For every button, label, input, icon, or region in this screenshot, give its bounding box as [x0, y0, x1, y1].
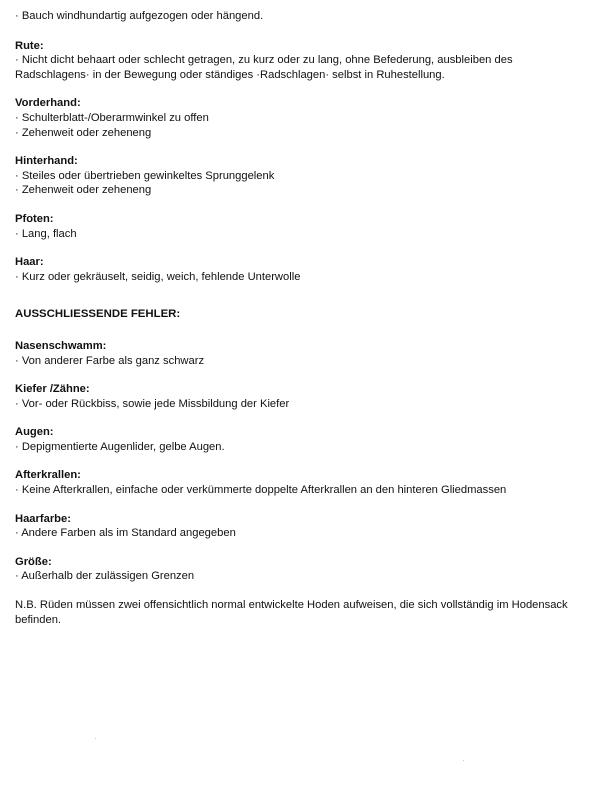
note-paragraph: N.B. Rüden müssen zwei offensichtlich normal entwickelte Hoden aufweisen, die sich vollständig im Hodensack befinden.	[15, 599, 568, 626]
document-page	[15, 9, 585, 627]
scan-speck	[95, 738, 96, 739]
section-title-forequarters: Vorderhand:	[15, 97, 81, 110]
bullet-colour-1: · Andere Farben als im Standard angegeben	[15, 527, 236, 540]
bullet-size-1: · Außerhalb der zulässigen Grenzen	[15, 570, 195, 583]
bullet-dewclaws-1: · Keine Afterkrallen, einfache oder verkümmerte doppelte Afterkrallen an den hinteren Gliedmassen	[15, 484, 507, 497]
disq-section-nose	[15, 339, 585, 368]
scan-speck	[463, 760, 464, 761]
section-title-eyes: Augen:	[15, 426, 54, 439]
bullet-eyes-1: · Depigmentierte Augenlider, gelbe Augen.	[15, 440, 225, 453]
disq-section-eyes	[15, 425, 585, 454]
section-title-size: Größe:	[15, 555, 52, 568]
section-title-jaw: Kiefer /Zähne:	[15, 383, 90, 396]
fault-section-coat	[15, 255, 585, 284]
disq-section-jaw	[15, 382, 585, 411]
section-title-nose: Nasenschwamm:	[15, 339, 107, 352]
bullet-forequarters-2: · Zehenweit oder zeheneng	[15, 126, 152, 139]
fault-section-tail	[15, 39, 585, 83]
bullet-jaw-1: · Vor- oder Rückbiss, sowie jede Missbildung der Kiefer	[15, 397, 290, 410]
fault-section-hindquarters	[15, 154, 585, 198]
bullet-hindquarters-2: · Zehenweit oder zeheneng	[15, 184, 152, 197]
bullet-coat-1: · Kurz oder gekräuselt, seidig, weich, fehlende Unterwolle	[15, 270, 301, 283]
disq-section-size	[15, 555, 585, 584]
disq-section-dewclaws	[15, 468, 585, 497]
disq-section-colour	[15, 512, 585, 541]
fault-section-paws	[15, 212, 585, 241]
section-title-dewclaws: Afterkrallen:	[15, 469, 81, 482]
section-title-hindquarters: Hinterhand:	[15, 155, 78, 168]
bullet-nose-1: · Von anderer Farbe als ganz schwarz	[15, 354, 205, 367]
section-title-coat: Haar:	[15, 256, 44, 269]
disqualifying-heading: AUSSCHLIESSENDE FEHLER:	[15, 308, 181, 321]
fault-section-forequarters	[15, 96, 585, 140]
intro-line: · Bauch windhundartig aufgezogen oder hängend.	[15, 10, 264, 22]
bullet-forequarters-1: · Schulterblatt-/Oberarmwinkel zu offen	[15, 111, 209, 124]
bullet-paws-1: · Lang, flach	[15, 227, 77, 240]
section-title-paws: Pfoten:	[15, 212, 54, 225]
bullet-hindquarters-1: · Steiles oder übertrieben gewinkeltes Sprunggelenk	[15, 169, 275, 182]
section-title-tail: Rute:	[15, 39, 44, 52]
bullet-tail-1: · Nicht dicht behaart oder schlecht getragen, zu kurz oder zu lang, ohne Befederung, ausbleiben des Radschlagens· in der Bewegung oder ständiges ·Radschlagen· selbst in Ruhestellung.	[15, 54, 513, 81]
section-title-colour: Haarfarbe:	[15, 512, 71, 525]
